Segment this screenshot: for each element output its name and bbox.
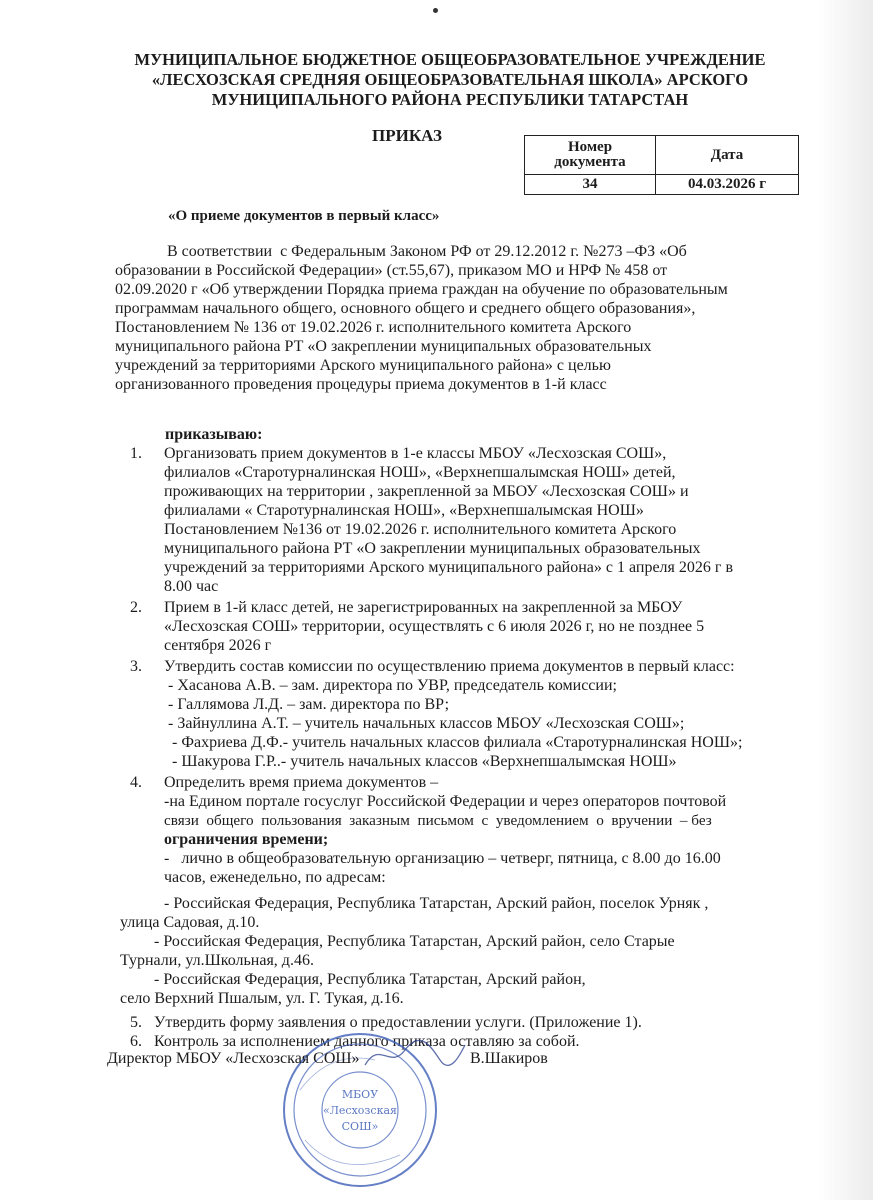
- number-header-label-2: документа: [554, 154, 626, 170]
- document-number-table: [524, 135, 799, 195]
- item-line: учреждений за территориями Арского муниципального района» с 1 апреля 2026 г в: [164, 559, 734, 576]
- item-line: сентября 2026 г: [164, 637, 272, 654]
- header-line-1: МУНИЦИПАЛЬНОЕ БЮДЖЕТНОЕ ОБЩЕОБРАЗОВАТЕЛЬНОЕ УЧРЕЖДЕНИЕ: [134, 50, 766, 69]
- item-line: - лично в общеобразовательную организацию – четверг, пятница, с 8.00 до 16.00: [164, 850, 721, 867]
- item-line: «Лесхозская СОШ» территории, осуществлять с 6 июля 2026 г, но не позднее 5: [164, 618, 705, 635]
- item-text: Утвердить форму заявления о предоставлении услуги. (Приложение 1).: [154, 1014, 642, 1031]
- item-line: - Галлямова Л.Д. – зам. директора по ВР;: [164, 696, 450, 713]
- item-line: - Шакурова Г.Р..- учитель начальных классов «Верхнепшалымская НОШ»: [164, 753, 677, 770]
- number-header-cell: [525, 136, 656, 175]
- item-line: - Хасанова А.В. – зам. директора по УВР, председатель комиссии;: [164, 677, 617, 694]
- preamble-line: образовании в Российской Федерации» (ст.55,67), приказом МО и НРФ № 458 от: [115, 262, 668, 279]
- item-line: филиалов «Старотурналинская НОШ», «Верхнепшалымская НОШ» детей,: [164, 464, 676, 481]
- address-line: Турнали, ул.Школьная, д.46.: [120, 952, 314, 969]
- item-line: Прием в 1-й класс детей, не зарегистрированных на закрепленной за МБОУ: [164, 599, 683, 616]
- number-header-label: Номер: [567, 139, 613, 155]
- document-date: 04.03.2026 г: [656, 175, 799, 195]
- signature-name: В.Шакиров: [470, 1050, 548, 1067]
- preamble-line: муниципального района РТ «О закреплении муниципальных образовательных: [115, 338, 652, 355]
- preamble-line: организованного проведения процедуры приема документов в 1-й класс: [115, 376, 607, 393]
- address-line: улица Садовая, д.10.: [120, 914, 260, 931]
- item-number: 6.: [130, 1033, 142, 1050]
- item-line: Постановлением №136 от 19.02.2026 г. исполнительного комитета Арского: [164, 521, 677, 538]
- preamble-line: программам начального общего, основного общего и среднего общего образования»,: [115, 300, 696, 317]
- item-line: - Зайнуллина А.Т. – учитель начальных классов МБОУ «Лесхозская СОШ»;: [164, 715, 685, 732]
- item-line: связи общего пользования заказным письмом с уведомлением о вручении – без: [164, 812, 712, 829]
- item-line: муниципального района РТ «О закреплении муниципальных образовательных: [164, 540, 701, 557]
- item-line: ограничения времени;: [164, 831, 329, 848]
- document-number: 34: [525, 175, 656, 195]
- item-line: - Фахриева Д.Ф.- учитель начальных классов филиала «Старотурналинская НОШ»;: [164, 734, 743, 751]
- scan-shadow: [818, 0, 873, 1200]
- org-header: [110, 50, 790, 110]
- item-line: часов, еженедельно, по адресам:: [164, 869, 386, 886]
- preamble-line: 02.09.2020 г «Об утверждении Порядка приема граждан на обучение по образовательным: [115, 281, 728, 298]
- item-number: 2.: [130, 599, 142, 616]
- addresses: [120, 894, 708, 1008]
- item-number: 4.: [130, 774, 142, 791]
- signature-position: Директор МБОУ «Лесхозская СОШ»: [107, 1050, 360, 1067]
- document-title: ПРИКАЗ: [372, 126, 442, 145]
- item-line: филиалами « Старотурналинская НОШ», «Верхнепшалымская НОШ»: [164, 502, 644, 519]
- scan-dot: [433, 8, 438, 13]
- stamp-text-3: СОШ»: [341, 1120, 379, 1133]
- item-number: 5.: [130, 1014, 142, 1031]
- order-items: [130, 444, 742, 887]
- address-line: - Российская Федерация, Республика Татарстан, Арский район, поселок Урняк ,: [160, 895, 709, 912]
- signature-scribble: [360, 1035, 470, 1075]
- stamp-text-1: МБОУ: [341, 1088, 379, 1101]
- item-line: проживающих на территории , закрепленной за МБОУ «Лесхозская СОШ» и: [164, 483, 689, 500]
- item-line: Организовать прием документов в 1-е классы МБОУ «Лесхозская СОШ»,: [164, 445, 667, 462]
- orders-title: приказываю:: [165, 426, 263, 443]
- header-line-2: «ЛЕСХОЗСКАЯ СРЕДНЯЯ ОБЩЕОБРАЗОВАТЕЛЬНАЯ ШКОЛА» АРСКОГО: [151, 70, 749, 89]
- preamble-line: Постановлением № 136 от 19.02.2026 г. исполнительного комитета Арского: [115, 319, 632, 336]
- address-line: - Российская Федерация, Республика Татарстан, Арский район, село Старые: [154, 933, 675, 950]
- item-number: 3.: [130, 658, 142, 675]
- preamble-line: В соответствии с Федеральным Законом РФ от 29.12.2012 г. №273 –ФЗ «Об: [115, 243, 687, 260]
- header-line-3: МУНИЦИПАЛЬНОГО РАЙОНА РЕСПУБЛИКИ ТАТАРСТАН: [211, 90, 689, 109]
- date-header-cell: Дата: [656, 136, 799, 175]
- order-item: [130, 657, 742, 771]
- order-item: [130, 773, 742, 887]
- preamble: [115, 242, 728, 394]
- address-line: село Верхний Пшалым, ул. Г. Тукая, д.16.: [120, 990, 404, 1007]
- order-item: [130, 444, 742, 596]
- item-line: -на Едином портале госуслуг Российской Федерации и через операторов почтовой: [164, 793, 727, 810]
- item-text: Контроль за исполнением данного приказа оставляю за собой.: [154, 1033, 580, 1050]
- address-line: - Российская Федерация, Республика Татарстан, Арский район,: [154, 971, 586, 988]
- item-number: 1.: [130, 445, 142, 462]
- stamp-text-2: «Лесхозская: [323, 1104, 397, 1117]
- item-line: 8.00 час: [164, 578, 219, 595]
- preamble-line: учреждений за территориями Арского муниципального района» с целью: [115, 357, 611, 374]
- item-line: Утвердить состав комиссии по осуществлению приема документов в первый класс:: [164, 658, 735, 675]
- order-item: [130, 598, 742, 655]
- document-subject: «О приеме документов в первый класс»: [168, 208, 440, 224]
- item-line: Определить время приема документов –: [164, 774, 439, 791]
